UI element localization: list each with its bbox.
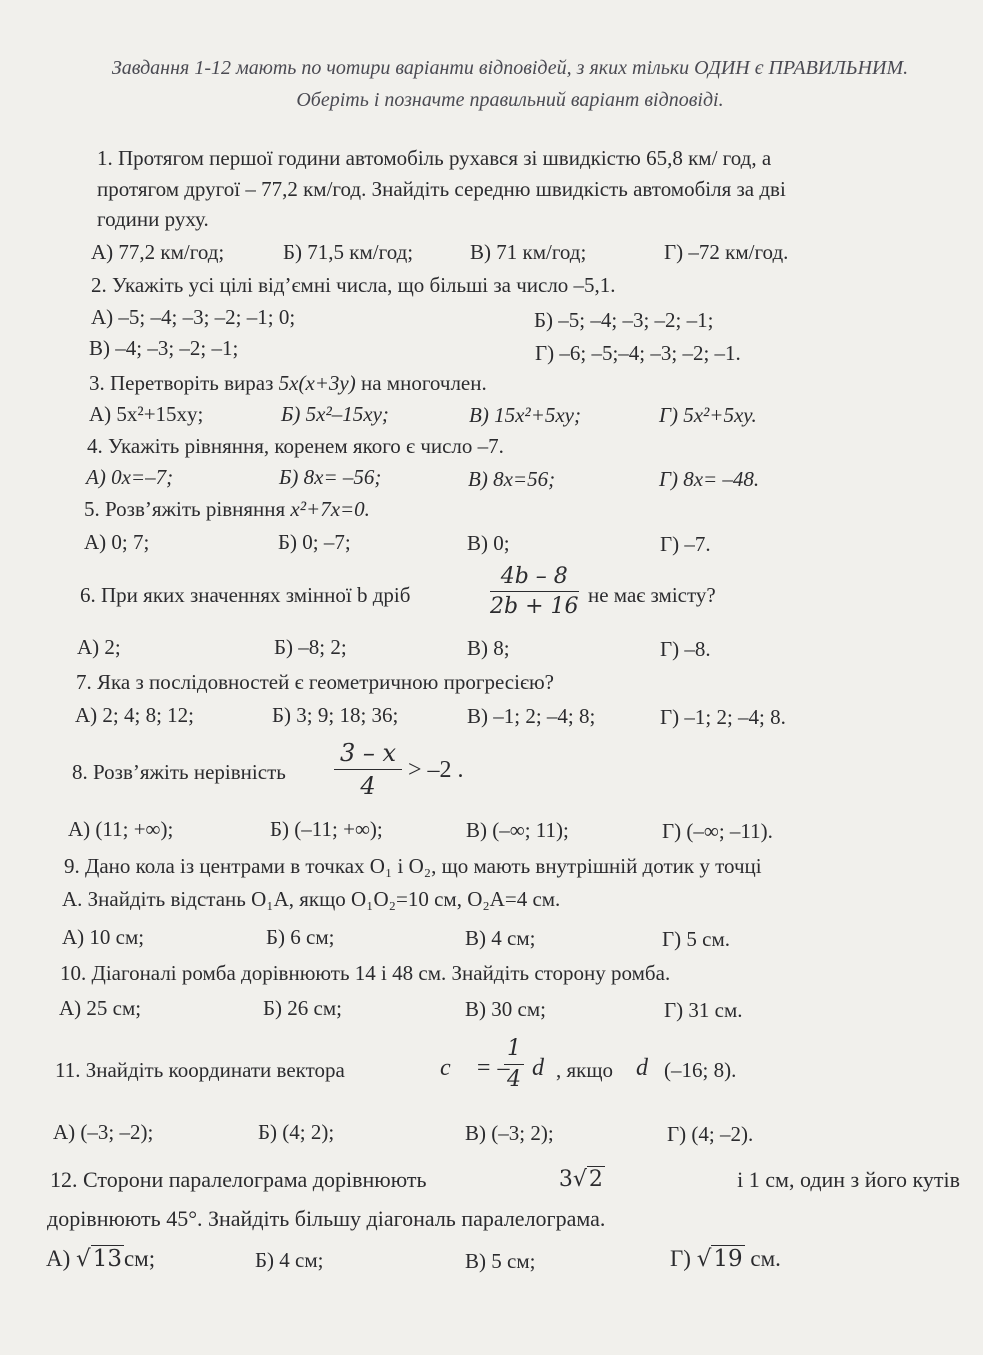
- q3-stem: [89, 371, 487, 396]
- q6-stem: 6. При яких значеннях змінної b дріб: [80, 583, 411, 607]
- q10-stem: 10. Діагоналі ромба дорівнюють 14 і 48 см. Знайдіть сторону ромба.: [60, 961, 671, 985]
- q3-option-d[interactable]: Г) 5x²+5xy.: [659, 403, 757, 427]
- q1-line-1: 1. Протягом першої години автомобіль рухався зі швидкістю 65,8 км/ год, а: [97, 146, 772, 170]
- q6-fraction-numerator: 4b – 8: [490, 562, 579, 592]
- q8-stem: 8. Розв’яжіть нерівність: [72, 760, 286, 784]
- q12-line-1-tail: і 1 см, один з його кутів: [737, 1167, 960, 1192]
- q2-option-d[interactable]: Г) –6; –5;–4; –3; –2; –1.: [535, 341, 741, 365]
- q11-fraction-body: [504, 1034, 524, 1095]
- q8-fraction-denominator: 4: [360, 772, 376, 800]
- q5-option-a[interactable]: А) 0; 7;: [84, 530, 150, 554]
- q3-stem-text: 3. Перетворіть вираз: [89, 371, 274, 395]
- q12-option-a-radicand: 13: [92, 1246, 122, 1272]
- q6-fraction: [490, 562, 579, 621]
- q3-option-b[interactable]: Б) 5x²–15xy;: [281, 402, 389, 426]
- q11-vector-lhs: c⃗ = –: [440, 1055, 510, 1081]
- q11-vector-rhs: d⃗: [532, 1055, 563, 1081]
- q11-fraction-denominator: 4: [507, 1067, 521, 1092]
- q11-stem: 11. Знайдіть координати вектора: [55, 1058, 345, 1082]
- instructions: Завдання 1-12 мають по чотири варіанти відповідей, з яких тільки ОДИН є ПРАВИЛЬНИМ. Оберіть і позначте правильний варіант відповіді.: [111, 57, 909, 111]
- q11-option-a[interactable]: А) (–3; –2);: [53, 1120, 154, 1144]
- q4-option-c[interactable]: В) 8x=56;: [468, 467, 556, 491]
- q7-option-d[interactable]: Г) –1; 2; –4; 8.: [660, 705, 786, 729]
- q12-option-d-radicand: 19: [713, 1246, 743, 1272]
- q2-option-b[interactable]: Б) –5; –4; –3; –2; –1;: [534, 308, 714, 332]
- q4-option-b[interactable]: Б) 8x= –56;: [279, 465, 382, 489]
- q8-option-c[interactable]: В) (–∞; 11);: [466, 818, 569, 842]
- q11-option-c[interactable]: В) (–3; 2);: [465, 1121, 554, 1145]
- q4-stem: 4. Укажіть рівняння, коренем якого є число –7.: [87, 434, 504, 458]
- q8-option-a[interactable]: А) (11; +∞);: [68, 817, 174, 841]
- q8-inequality-tail: > –2 .: [408, 757, 464, 783]
- q11-fraction: [504, 1034, 524, 1095]
- q7-option-c[interactable]: В) –1; 2; –4; 8;: [467, 704, 596, 728]
- q1-option-c[interactable]: В) 71 км/год;: [470, 240, 587, 264]
- q12-side-coef: 3: [558, 1167, 573, 1192]
- q10-option-b[interactable]: Б) 26 см;: [263, 996, 342, 1020]
- q11-option-b[interactable]: Б) (4; 2);: [258, 1120, 335, 1144]
- q12-option-d-label: Г): [670, 1246, 691, 1271]
- q9-option-b[interactable]: Б) 6 см;: [266, 925, 335, 949]
- q12-option-a-root: √13: [76, 1246, 122, 1272]
- q3-expression: 5x(x+3y): [278, 371, 356, 395]
- q3-option-c[interactable]: В) 15x²+5xy;: [469, 403, 581, 427]
- q8-fraction-numerator: 3 – x: [334, 737, 402, 770]
- q2-option-a[interactable]: А) –5; –4; –3; –2; –1; 0;: [91, 305, 296, 329]
- q1-line-2: протягом другої – 77,2 км/год. Знайдіть середню швидкість автомобіля за дві: [97, 177, 786, 201]
- q5-option-d[interactable]: Г) –7.: [660, 532, 711, 556]
- q11-stem-tail: , якщо: [556, 1058, 614, 1082]
- q5-stem-text: 5. Розв’яжіть рівняння: [84, 497, 286, 521]
- q12-option-a-label: А): [46, 1246, 71, 1271]
- q9-option-c[interactable]: В) 4 см;: [465, 926, 536, 950]
- q12-line-1-text: 12. Сторони паралелограма дорівнюють: [50, 1167, 427, 1192]
- q5-stem: [84, 497, 370, 522]
- q11-coordinates: (–16; 8).: [664, 1058, 737, 1082]
- q8-fraction-body: [334, 737, 402, 802]
- q12-option-b[interactable]: Б) 4 см;: [255, 1248, 324, 1272]
- q10-option-c[interactable]: В) 30 см;: [465, 997, 546, 1021]
- q4-option-d[interactable]: Г) 8x= –48.: [659, 467, 760, 491]
- q2-option-c[interactable]: В) –4; –3; –2; –1;: [89, 336, 239, 360]
- q11-option-d[interactable]: Г) (4; –2).: [667, 1122, 754, 1146]
- q10-option-a[interactable]: А) 25 см;: [59, 996, 142, 1020]
- q12-option-d[interactable]: [670, 1246, 781, 1272]
- q9-option-d[interactable]: Г) 5 см.: [662, 927, 730, 951]
- q6-option-d[interactable]: Г) –8.: [660, 637, 711, 661]
- q1-option-b[interactable]: Б) 71,5 км/год;: [283, 240, 414, 264]
- q5-option-b[interactable]: Б) 0; –7;: [278, 530, 351, 554]
- q12-option-a-unit: см;: [123, 1246, 156, 1271]
- q11-vector-d: d⃗: [636, 1055, 667, 1081]
- q6-option-a[interactable]: А) 2;: [77, 635, 121, 659]
- q12-side-radicand: 2: [588, 1167, 603, 1192]
- q12-line-1: [50, 1167, 960, 1193]
- q10-option-d[interactable]: Г) 31 см.: [664, 998, 743, 1022]
- q1-option-a[interactable]: А) 77,2 км/год;: [91, 240, 225, 264]
- q3-stem-tail: на многочлен.: [361, 371, 487, 395]
- q6-fraction-body: [490, 562, 579, 621]
- q7-option-a[interactable]: А) 2; 4; 8; 12;: [75, 703, 194, 727]
- q7-stem: 7. Яка з послідовностей є геометричною прогресією?: [76, 670, 554, 694]
- q1-line-3: години руху.: [97, 207, 209, 231]
- q8-fraction: [334, 737, 402, 802]
- q11-fraction-numerator: 1: [504, 1034, 524, 1065]
- q4-option-a[interactable]: А) 0x=–7;: [86, 465, 174, 489]
- q12-option-c[interactable]: В) 5 см;: [465, 1249, 536, 1273]
- q7-option-b[interactable]: Б) 3; 9; 18; 36;: [272, 703, 399, 727]
- q3-option-a[interactable]: А) 5x²+15xy;: [89, 402, 204, 426]
- q12-line-2: дорівнюють 45°. Знайдіть більшу діагональ паралелограма.: [47, 1206, 606, 1231]
- q2-stem: 2. Укажіть усі цілі від’ємні числа, що більші за число –5,1.: [91, 273, 616, 297]
- q5-expression: x²+7x=0.: [290, 497, 370, 521]
- q1-option-d[interactable]: Г) –72 км/год.: [664, 240, 789, 264]
- q6-fraction-denominator: 2b + 16: [490, 594, 579, 619]
- q9-line-1: 9. Дано кола із центрами в точках O₁ і O₂, що мають внутрішній дотик у точці: [64, 854, 762, 878]
- q6-option-b[interactable]: Б) –8; 2;: [274, 635, 347, 659]
- q12-side-value: 3√2: [558, 1167, 603, 1192]
- q5-option-c[interactable]: В) 0;: [467, 531, 510, 555]
- q8-option-d[interactable]: Г) (–∞; –11).: [662, 819, 773, 843]
- q8-option-b[interactable]: Б) (–11; +∞);: [270, 817, 383, 841]
- q6-stem-tail: не має змісту?: [588, 583, 716, 607]
- q9-line-2: А. Знайдіть відстань O₁A, якщо O₁O₂=10 см, O₂A=4 см.: [62, 887, 561, 911]
- q12-option-a[interactable]: [46, 1246, 155, 1272]
- q6-option-c[interactable]: В) 8;: [467, 636, 510, 660]
- q9-option-a[interactable]: А) 10 см;: [62, 925, 145, 949]
- q12-option-d-unit: см.: [750, 1246, 781, 1271]
- q12-option-d-root: √19: [696, 1246, 743, 1272]
